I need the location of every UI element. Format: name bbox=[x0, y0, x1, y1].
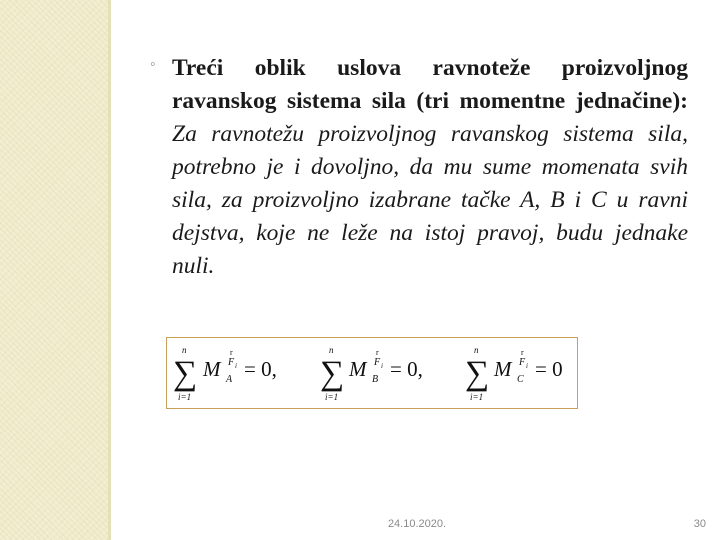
force-symbol-a: F bbox=[228, 357, 235, 368]
vector-arrow-c: r bbox=[521, 348, 524, 357]
formula-term-c bbox=[465, 345, 563, 402]
force-index-a: i bbox=[235, 362, 237, 370]
force-symbol-c: F bbox=[519, 357, 526, 368]
force-index-b: i bbox=[381, 362, 383, 370]
decorative-sidebar bbox=[0, 0, 108, 540]
sum-symbol-b: ∑ bbox=[320, 355, 345, 392]
force-index-c: i bbox=[526, 362, 528, 370]
sum-upper-b: n bbox=[329, 345, 334, 355]
sum-lower-a: i=1 bbox=[178, 392, 192, 402]
vector-arrow-a: r bbox=[230, 348, 233, 357]
formula-term-b bbox=[320, 345, 423, 402]
moment-symbol-c: M bbox=[494, 357, 512, 381]
moment-symbol-b: M bbox=[349, 357, 367, 381]
point-label-b: B bbox=[372, 374, 379, 385]
footer-date: 24.10.2020. bbox=[387, 518, 447, 530]
equals-zero-a: = 0, bbox=[244, 357, 277, 381]
sum-upper-c: n bbox=[474, 345, 479, 355]
formula-svg bbox=[167, 338, 577, 408]
bullet-icon: ◦ bbox=[150, 56, 156, 73]
formula-box bbox=[166, 337, 578, 409]
sidebar-divider bbox=[108, 0, 111, 540]
equals-zero-b: = 0, bbox=[390, 357, 423, 381]
sum-symbol-a: ∑ bbox=[173, 355, 198, 392]
sum-upper-a: n bbox=[182, 345, 187, 355]
paragraph-italic-text: Za ravnotežu proizvoljnog ravanskog sistema sila, potrebno je i dovoljno, da mu sume momenata svih sila, za proizvoljno izabrane tačke A, B i C u ravni dejstva, koje ne leže na istoj pravoj, budu jednake nuli. bbox=[172, 121, 688, 279]
point-label-c: C bbox=[517, 374, 524, 385]
force-symbol-b: F bbox=[374, 357, 381, 368]
paragraph-bold-text: Treći oblik uslova ravnoteže proizvoljnog ravanskog sistema sila (tri momentne jednačine): bbox=[172, 55, 688, 114]
vector-arrow-b: r bbox=[376, 348, 379, 357]
sum-lower-c: i=1 bbox=[470, 392, 484, 402]
slide-paragraph bbox=[172, 52, 688, 283]
moment-symbol-a: M bbox=[203, 357, 221, 381]
formula-term-a bbox=[173, 345, 277, 402]
equals-zero-c: = 0 bbox=[535, 357, 563, 381]
page-number: 30 bbox=[693, 518, 706, 530]
sum-lower-b: i=1 bbox=[325, 392, 339, 402]
sum-symbol-c: ∑ bbox=[465, 355, 490, 392]
point-label-a: A bbox=[226, 374, 233, 385]
